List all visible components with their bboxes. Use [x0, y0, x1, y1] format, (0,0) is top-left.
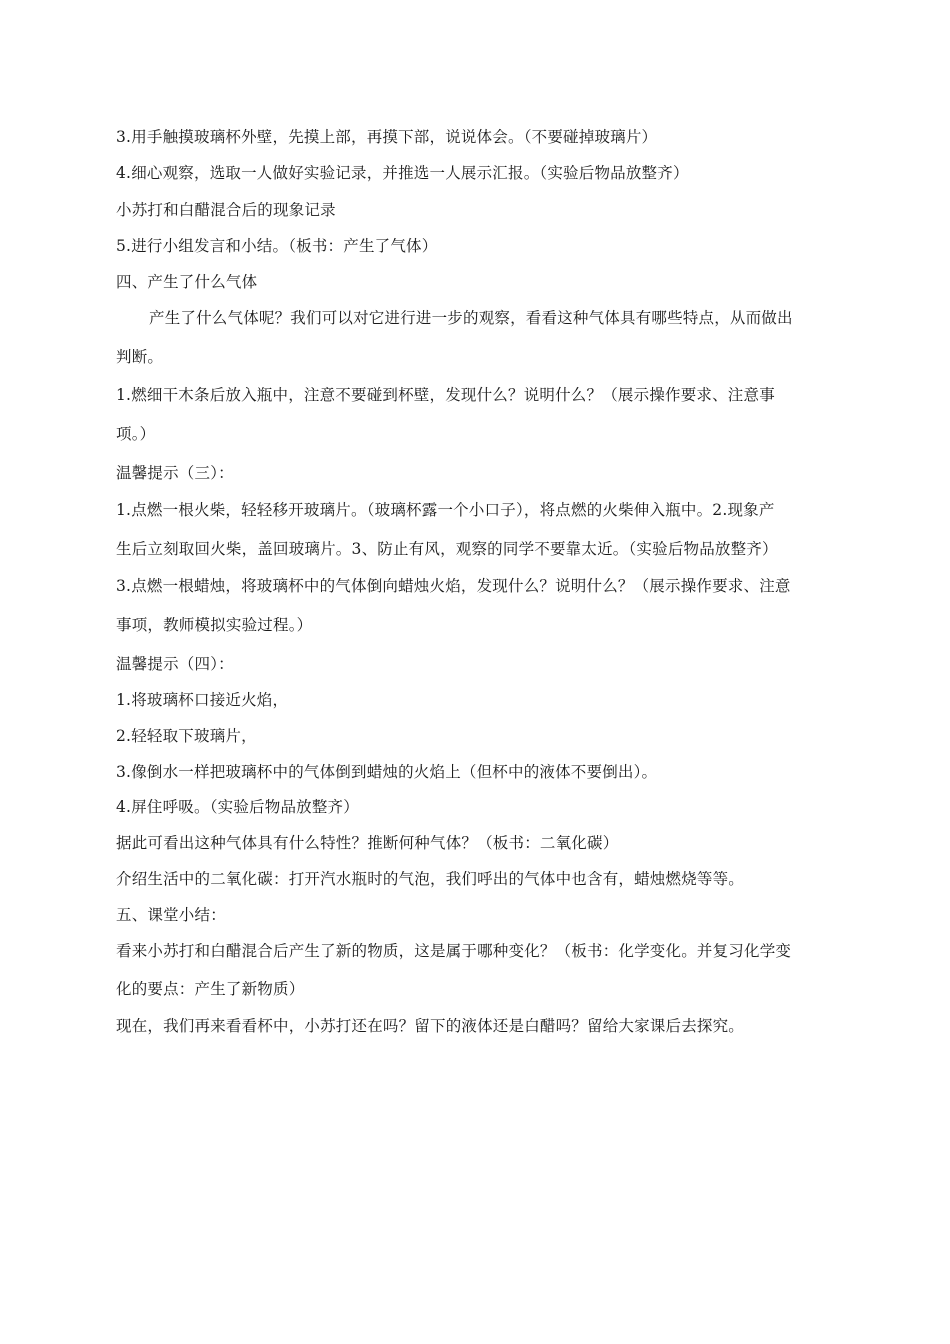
tip-three-text: 1.点燃一根火柴，轻轻移开玻璃片。（玻璃杯露一个小口子），将点燃的火柴伸入瓶中。2.现象产 — [116, 501, 775, 519]
paragraph-what-gas: 产生了什么气体呢？我们可以对它进行进一步的观察，看看这种气体具有哪些特点，从而做出 — [149, 309, 793, 327]
record-table-title: 小苏打和白醋混合后的现象记录 — [116, 201, 336, 219]
experiment-1-cont: 项。） — [116, 425, 156, 443]
section-four-heading: 四、产生了什么气体 — [116, 273, 258, 291]
step-5-group-summary: 5.进行小组发言和小结。（板书：产生了气体） — [116, 237, 438, 255]
tip-three-text-cont: 生后立刻取回火柴，盖回玻璃片。3、防止有风，观察的同学不要靠太近。（实验后物品放整齐） — [116, 540, 778, 558]
step-4-observe-record: 4.细心观察，选取一人做好实验记录，并推选一人展示汇报。（实验后物品放整齐） — [116, 164, 689, 182]
tip-three-heading: 温馨提示（三）： — [116, 464, 234, 482]
paragraph-what-gas-cont: 判断。 — [116, 348, 164, 366]
step-3-touch-glass: 3.用手触摸玻璃杯外壁，先摸上部，再摸下部，说说体会。（不要碰掉玻璃片） — [116, 128, 658, 146]
co2-in-life: 介绍生活中的二氧化碳：打开汽水瓶时的气泡，我们呼出的气体中也含有，蜡烛燃烧等等。 — [116, 870, 745, 888]
gas-property-question: 据此可看出这种气体具有什么特性？推断何种气体？（板书：二氧化碳） — [116, 834, 619, 852]
experiment-1-wood-stick: 1.燃细干木条后放入瓶中，注意不要碰到杯壁，发现什么？说明什么？（展示操作要求、注意事 — [116, 386, 775, 404]
summary-text: 看来小苏打和白醋混合后产生了新的物质，这是属于哪种变化？（板书：化学变化。并复习化学变 — [116, 942, 792, 960]
tip-four-step-1: 1.将玻璃杯口接近火焰， — [116, 691, 289, 709]
experiment-3-cont: 事项，教师模拟实验过程。） — [116, 616, 313, 634]
closing-question: 现在，我们再来看看杯中，小苏打还在吗？留下的液体还是白醋吗？留给大家课后去探究。 — [116, 1017, 745, 1035]
tip-four-heading: 温馨提示（四）： — [116, 655, 234, 673]
tip-four-step-2: 2.轻轻取下玻璃片， — [116, 727, 257, 745]
tip-four-step-3: 3.像倒水一样把玻璃杯中的气体倒到蜡烛的火焰上（但杯中的液体不要倒出）。 — [116, 763, 658, 781]
experiment-3-candle: 3.点燃一根蜡烛，将玻璃杯中的气体倒向蜡烛火焰，发现什么？说明什么？（展示操作要求、注意 — [116, 577, 791, 595]
summary-text-cont: 化的要点：产生了新物质） — [116, 980, 305, 998]
tip-four-step-4: 4.屏住呼吸。（实验后物品放整齐） — [116, 798, 359, 816]
section-five-heading: 五、课堂小结： — [116, 906, 226, 924]
